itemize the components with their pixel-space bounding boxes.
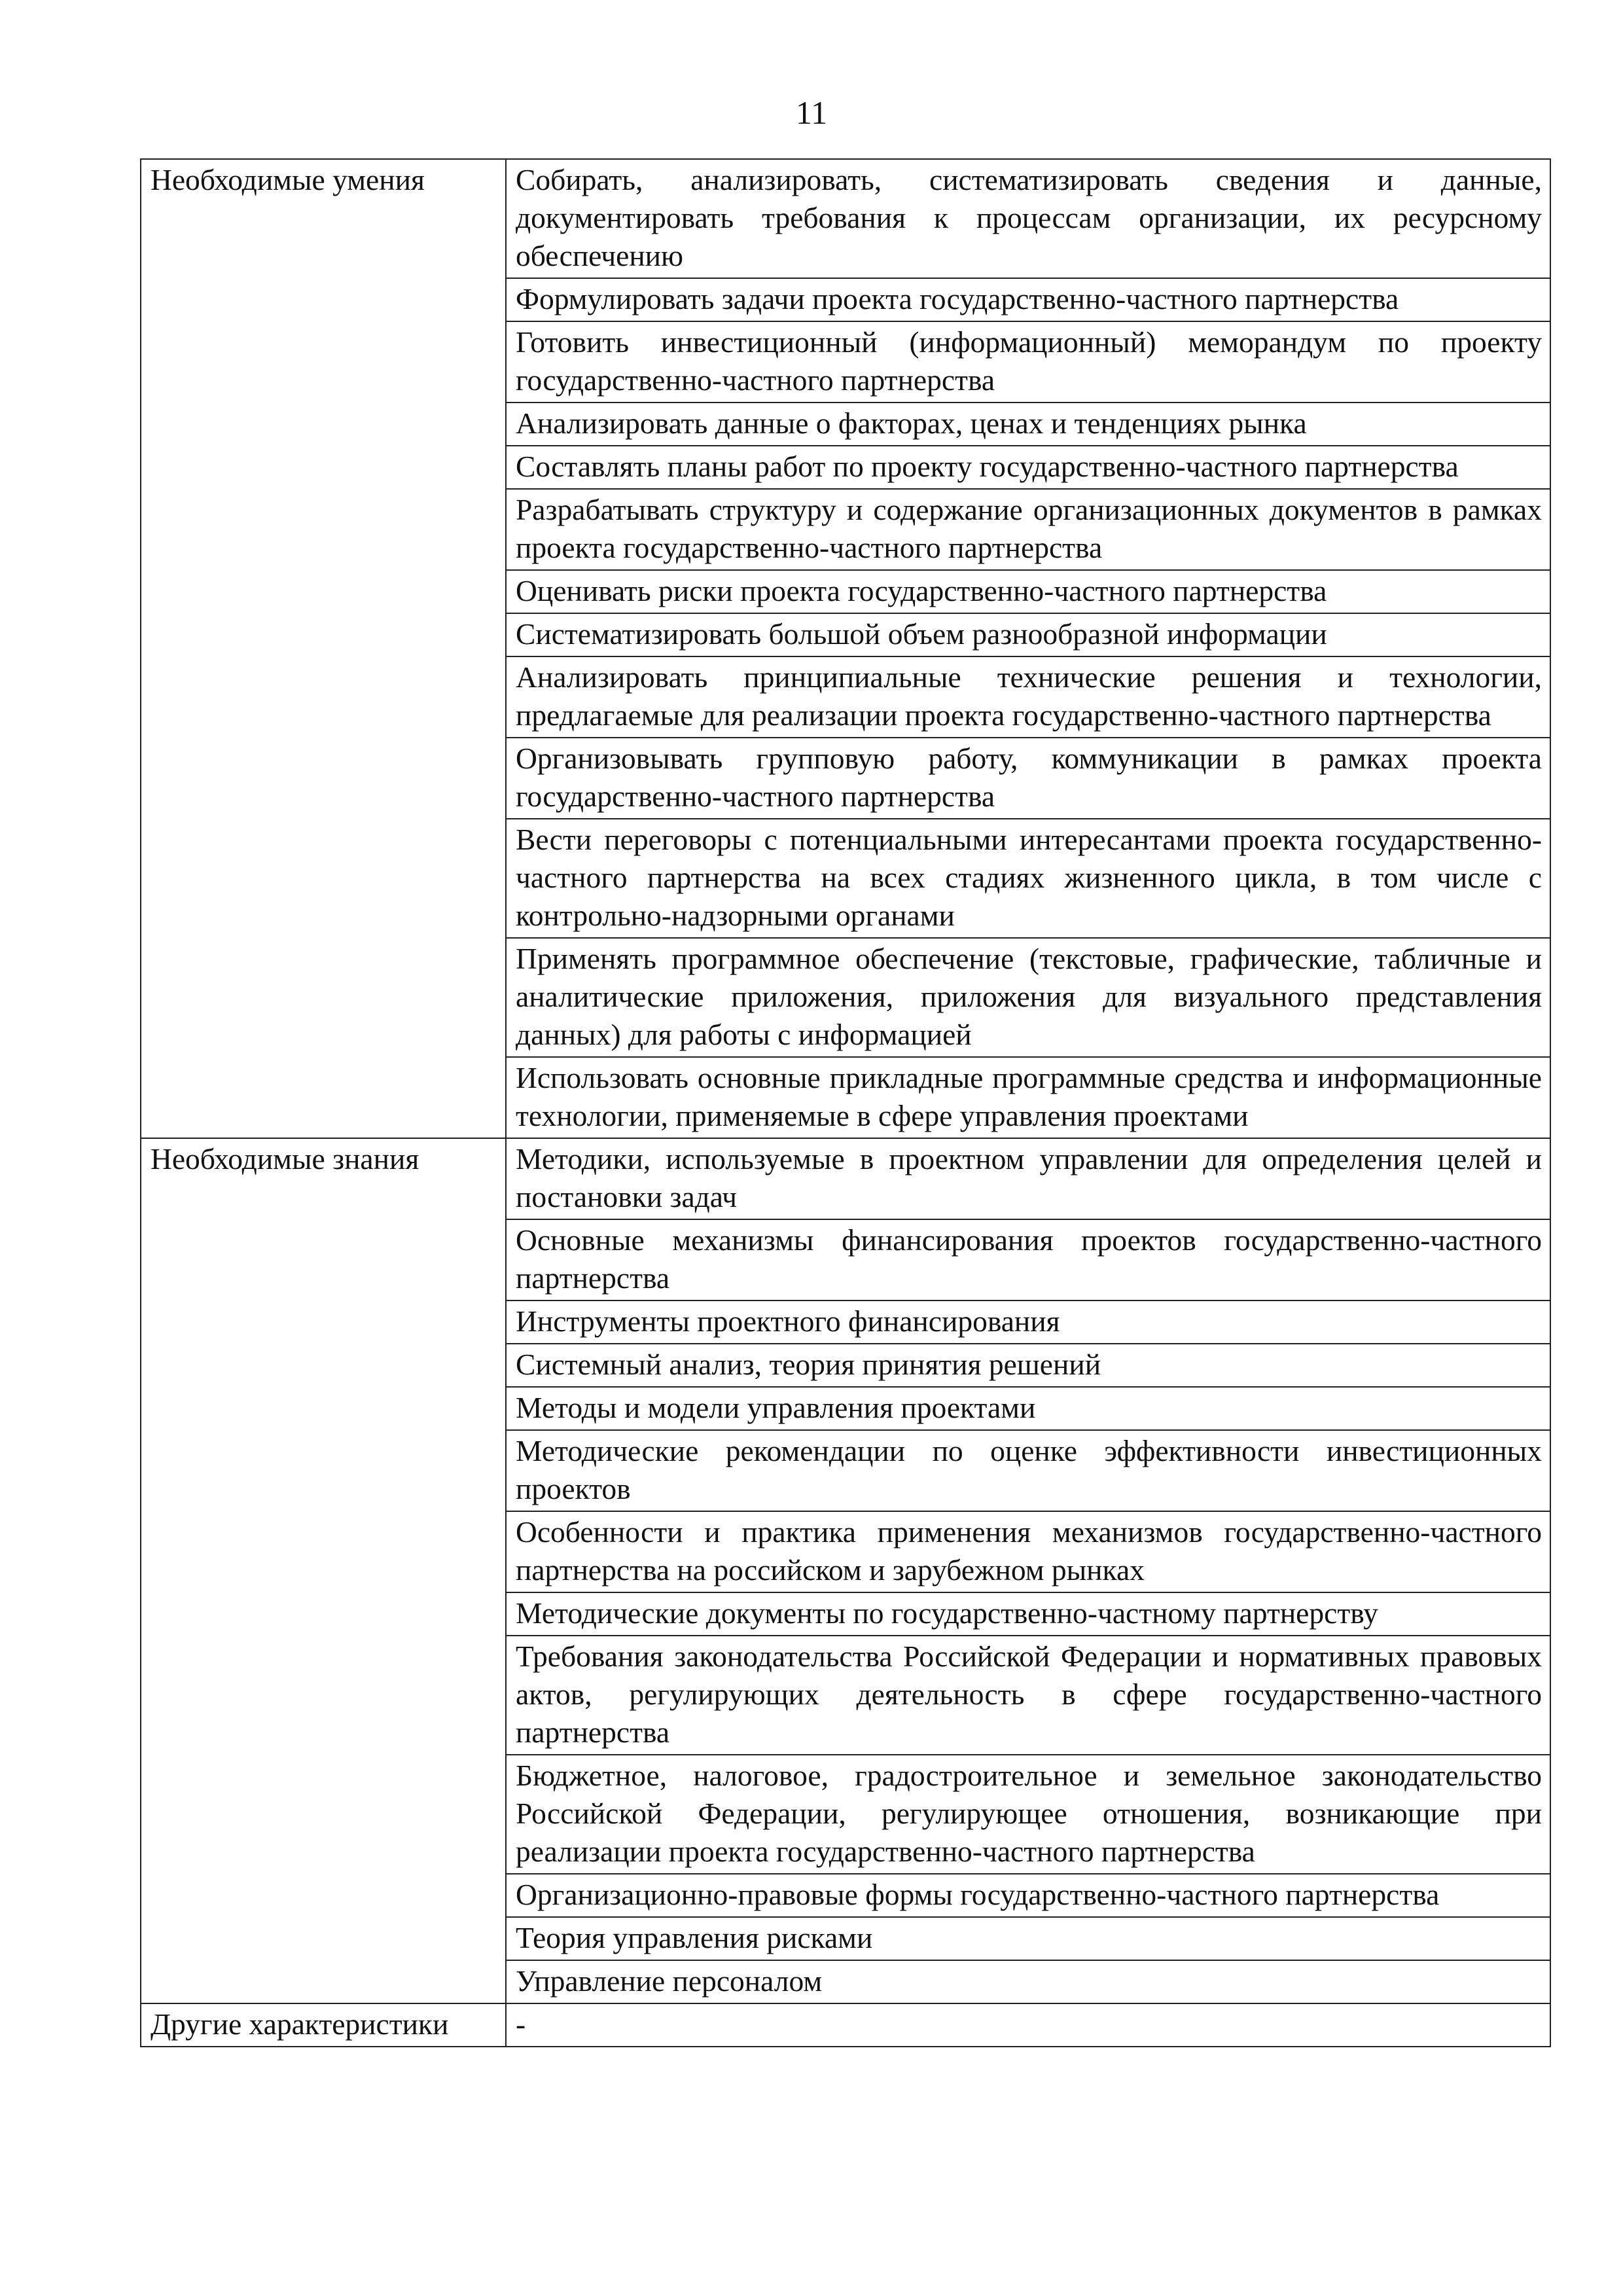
- section-item: Разрабатывать структуру и содержание организационных документов в рамках проекта государственно-частного партнерства: [506, 489, 1550, 570]
- section-item: Анализировать данные о факторах, ценах и тенденциях рынка: [506, 403, 1550, 446]
- section-item: Бюджетное, налоговое, градостроительное и земельное законодательство Российской Федерации, регулирующее отношения, возникающие при реализации проекта государственно-частного партнерства: [506, 1755, 1550, 1874]
- table-row: [141, 1138, 1550, 1219]
- section-item: Требования законодательства Российской Федерации и нормативных правовых актов, регулирующих деятельность в сфере государственно-частного партнерства: [506, 1636, 1550, 1755]
- section-item: Организационно-правовые формы государственно-частного партнерства: [506, 1874, 1550, 1917]
- section-item: -: [506, 2003, 1550, 2047]
- section-label: Необходимые умения: [141, 159, 506, 1138]
- section-item: Организовывать групповую работу, коммуникации в рамках проекта государственно-частного партнерства: [506, 738, 1550, 819]
- section-item: Методы и модели управления проектами: [506, 1387, 1550, 1430]
- section-item: Инструменты проектного финансирования: [506, 1300, 1550, 1344]
- section-label: Другие характеристики: [141, 2003, 506, 2047]
- section-item: Основные механизмы финансирования проектов государственно-частного партнерства: [506, 1219, 1550, 1300]
- section-item: Системный анализ, теория принятия решений: [506, 1344, 1550, 1387]
- section-item: Методические рекомендации по оценке эффективности инвестиционных проектов: [506, 1430, 1550, 1511]
- section-item: Составлять планы работ по проекту государственно-частного партнерства: [506, 446, 1550, 489]
- section-item: Формулировать задачи проекта государственно-частного партнерства: [506, 278, 1550, 321]
- section-label: Необходимые знания: [141, 1138, 506, 2003]
- section-item: Использовать основные прикладные программные средства и информационные технологии, применяемые в сфере управления проектами: [506, 1057, 1550, 1138]
- section-item: Управление персоналом: [506, 1960, 1550, 2003]
- section-item: Оценивать риски проекта государственно-частного партнерства: [506, 570, 1550, 613]
- section-item: Теория управления рисками: [506, 1917, 1550, 1960]
- section-item: Систематизировать большой объем разнообразной информации: [506, 613, 1550, 656]
- table-row: [141, 159, 1550, 278]
- section-item: Готовить инвестиционный (информационный) меморандум по проекту государственно-частного партнерства: [506, 321, 1550, 403]
- page-number: 11: [795, 94, 828, 131]
- section-item: Вести переговоры с потенциальными интересантами проекта государственно-частного партнерства на всех стадиях жизненного цикла, в том числе с контрольно-надзорными органами: [506, 819, 1550, 938]
- table-row: [141, 2003, 1550, 2047]
- section-item: Методики, используемые в проектном управлении для определения целей и постановки задач: [506, 1138, 1550, 1219]
- characteristics-table: [140, 158, 1551, 2047]
- section-item: Применять программное обеспечение (текстовые, графические, табличные и аналитические приложения, приложения для визуального представления данных) для работы с информацией: [506, 938, 1550, 1057]
- section-item: Особенности и практика применения механизмов государственно-частного партнерства на российском и зарубежном рынках: [506, 1511, 1550, 1592]
- section-item: Анализировать принципиальные технические решения и технологии, предлагаемые для реализации проекта государственно-частного партнерства: [506, 656, 1550, 738]
- section-item: Собирать, анализировать, систематизировать сведения и данные, документировать требования к процессам организации, их ресурсному обеспечению: [506, 159, 1550, 278]
- section-item: Методические документы по государственно-частному партнерству: [506, 1592, 1550, 1636]
